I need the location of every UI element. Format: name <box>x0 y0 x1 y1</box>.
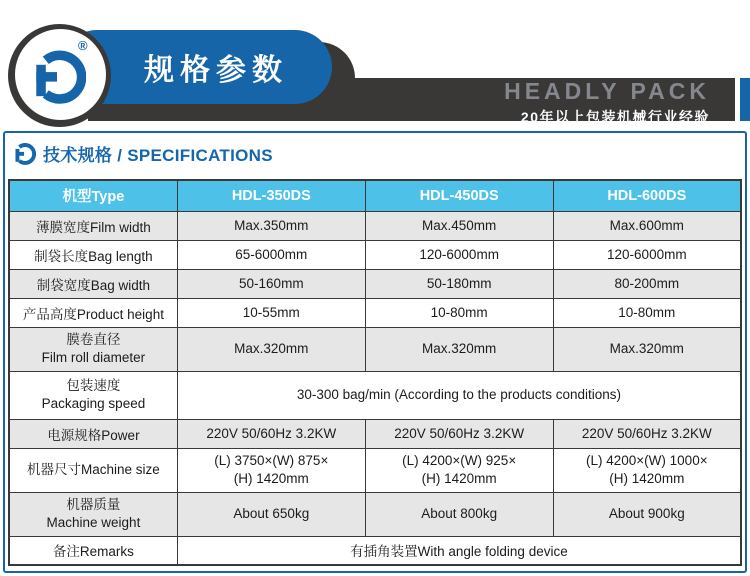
brand-tagline: 20年以上包装机械行业经验 <box>520 109 710 125</box>
spec-value-line1: (L) 4200×(W) 1000× <box>586 453 708 469</box>
spec-value: 10-80mm <box>365 298 553 327</box>
spec-value-line2: (H) 1420mm <box>609 471 685 486</box>
spec-value: 120-6000mm <box>553 240 741 269</box>
spec-value: 65-6000mm <box>177 240 365 269</box>
registered-trademark-icon: ® <box>78 38 88 53</box>
spec-value: 220V 50/60Hz 3.2KW <box>553 419 741 448</box>
table-header-row <box>9 180 741 211</box>
spec-value: About 900kg <box>553 492 741 536</box>
row-label-zh: 机器质量 <box>66 497 121 513</box>
section-title-row <box>5 133 745 167</box>
spec-value <box>177 448 365 492</box>
spec-value-line1: (L) 3750×(W) 875× <box>214 453 329 469</box>
spec-value: 120-6000mm <box>365 240 553 269</box>
header-blue-stripe <box>740 78 750 121</box>
spec-value: 220V 50/60Hz 3.2KW <box>365 419 553 448</box>
spec-value-line1: (L) 4200×(W) 925× <box>402 453 517 469</box>
row-label: 制袋长度Bag length <box>9 240 177 269</box>
table-row-bag-length <box>9 240 741 269</box>
spec-value: Max.600mm <box>553 211 741 240</box>
spec-value: Max.320mm <box>365 327 553 371</box>
column-header-model-600: HDL-600DS <box>553 180 741 211</box>
table-row-film-roll-diameter <box>9 327 741 371</box>
row-label-en: Machine weight <box>46 515 141 530</box>
spec-value: About 800kg <box>365 492 553 536</box>
column-header-model-450: HDL-450DS <box>365 180 553 211</box>
spec-value: 50-180mm <box>365 269 553 298</box>
row-label-en: Film roll diameter <box>41 350 146 365</box>
spec-value: 80-200mm <box>553 269 741 298</box>
row-label-zh: 包装速度 <box>66 378 121 394</box>
spec-value-line2: (H) 1420mm <box>233 471 309 486</box>
spec-value: About 650kg <box>177 492 365 536</box>
brand-block <box>504 80 710 127</box>
spec-value: Max.320mm <box>553 327 741 371</box>
table-row-bag-width <box>9 269 741 298</box>
hd-monogram-icon <box>28 48 86 104</box>
row-label: 备注Remarks <box>9 536 177 565</box>
row-label: 产品高度Product height <box>9 298 177 327</box>
page-header <box>0 0 750 131</box>
spec-value-span: 有插角装置With angle folding device <box>177 536 741 565</box>
spec-value-line2: (H) 1420mm <box>421 471 497 486</box>
spec-value <box>553 448 741 492</box>
table-row-packaging-speed <box>9 371 741 419</box>
section-title: 技术规格 / SPECIFICATIONS <box>43 146 273 165</box>
spec-value: 220V 50/60Hz 3.2KW <box>177 419 365 448</box>
row-label <box>9 371 177 419</box>
spec-value: Max.350mm <box>177 211 365 240</box>
table-row-power <box>9 419 741 448</box>
specifications-table <box>8 179 742 566</box>
table-row-remarks <box>9 536 741 565</box>
row-label: 机器尺寸Machine size <box>9 448 177 492</box>
table-row-product-height <box>9 298 741 327</box>
table-row-film-width <box>9 211 741 240</box>
row-label: 薄膜宽度Film width <box>9 211 177 240</box>
row-label-zh: 膜卷直径 <box>66 332 121 348</box>
brand-name: HEADLY PACK <box>504 78 710 104</box>
spec-value <box>365 448 553 492</box>
row-label <box>9 327 177 371</box>
section-logo-icon <box>12 142 36 165</box>
column-header-type: 机型Type <box>9 180 177 211</box>
row-label <box>9 492 177 536</box>
spec-value-span: 30-300 bag/min (According to the products conditions) <box>177 371 741 419</box>
spec-value: Max.320mm <box>177 327 365 371</box>
spec-value: Max.450mm <box>365 211 553 240</box>
spec-value: 10-80mm <box>553 298 741 327</box>
table-row-machine-size <box>9 448 741 492</box>
row-label-en: Packaging speed <box>41 396 146 411</box>
table-row-machine-weight <box>9 492 741 536</box>
row-label: 制袋宽度Bag width <box>9 269 177 298</box>
spec-value: 10-55mm <box>177 298 365 327</box>
spec-value: 50-160mm <box>177 269 365 298</box>
column-header-model-350: HDL-350DS <box>177 180 365 211</box>
spec-panel <box>3 131 747 573</box>
row-label: 电源规格Power <box>9 419 177 448</box>
banner-title: 规格参数 <box>144 54 288 87</box>
